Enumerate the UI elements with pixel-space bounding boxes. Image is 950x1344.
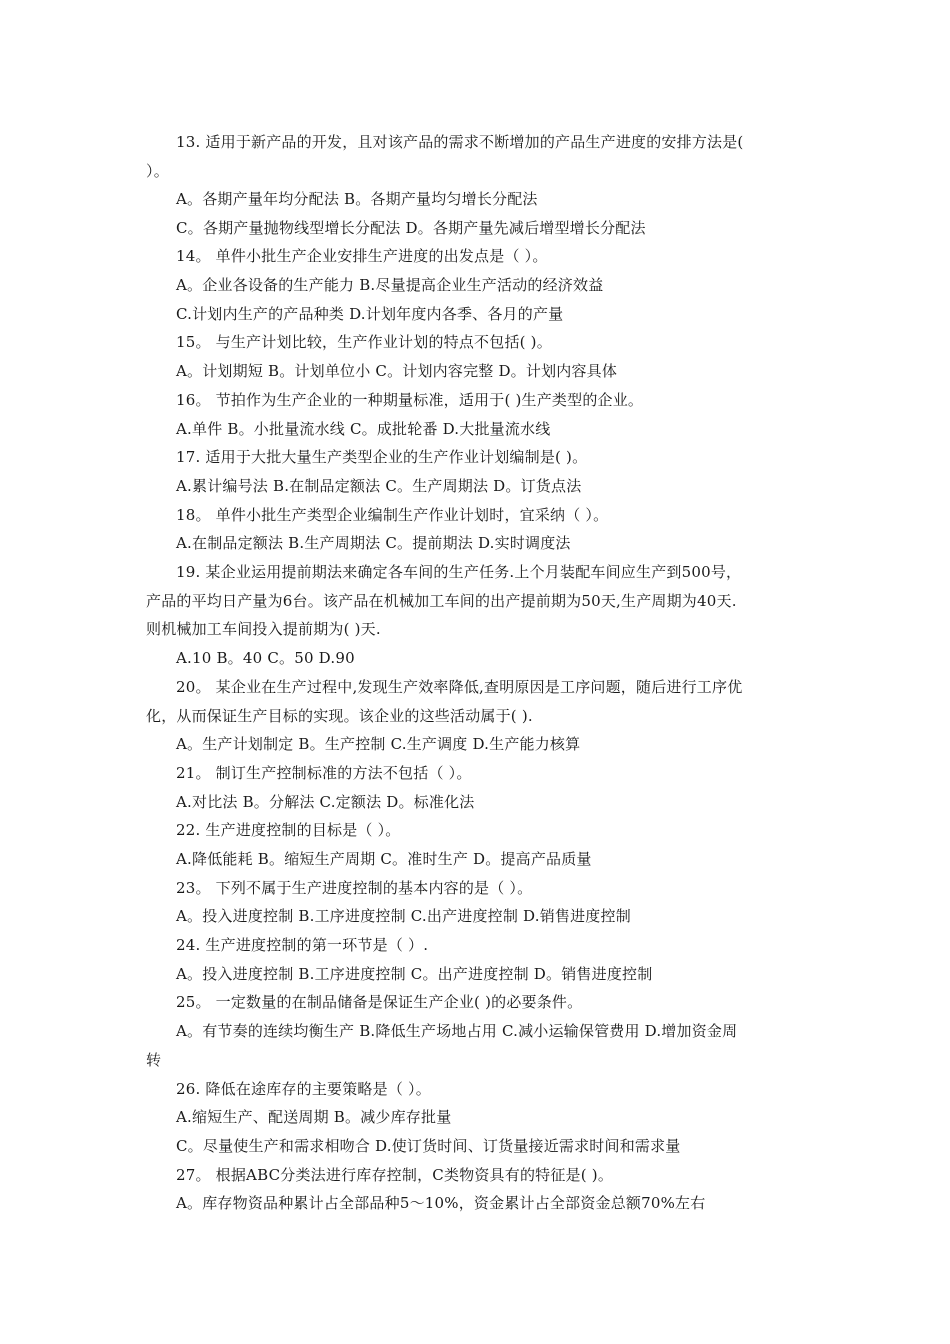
question-15-options: A。计划期短 B。计划单位小 C。计划内容完整 D。计划内容具体 [176, 362, 618, 380]
question-24-stem: 24. 生产进度控制的第一环节是（ ）. [176, 936, 429, 954]
question-16-options: A.单件 B。小批量流水线 C。成批轮番 D.大批量流水线 [176, 420, 551, 438]
question-18-stem: 18。 单件小批生产类型企业编制生产作业计划时，宜采纳（ ）。 [176, 506, 609, 524]
question-25-options: A。有节奏的连续均衡生产 B.降低生产场地占用 C.减小运输保管费用 D.增加资金周 [176, 1022, 738, 1040]
question-14-options-ab: A。企业各设备的生产能力 B.尽量提高企业生产活动的经济效益 [176, 276, 604, 294]
question-15-stem: 15。 与生产计划比较，生产作业计划的特点不包括( )。 [176, 333, 552, 351]
question-17-stem: 17. 适用于大批大量生产类型企业的生产作业计划编制是( )。 [176, 448, 588, 466]
question-23-stem: 23。 下列不属于生产进度控制的基本内容的是（ ）。 [176, 879, 533, 897]
question-26-options-ab: A.缩短生产、配送周期 B。减少库存批量 [176, 1108, 452, 1126]
question-14-options-cd: C.计划内生产的产品种类 D.计划年度内各季、各月的产量 [176, 305, 564, 323]
question-14-stem: 14。 单件小批生产企业安排生产进度的出发点是（ ）。 [176, 247, 548, 265]
question-13-stem: 13. 适用于新产品的开发，且对该产品的需求不断增加的产品生产进度的安排方法是( [176, 133, 744, 151]
question-19-stem-end: 则机械加工车间投入提前期为( )天. [146, 620, 381, 638]
question-20-stem-continued: 化，从而保证生产目标的实现。该企业的这些活动属于( ). [146, 707, 533, 725]
question-27-option-a: A。库存物资品种累计占全部品种5～10%，资金累计占全部资金总额70%左右 [176, 1194, 706, 1212]
question-26-stem: 26. 降低在途库存的主要策略是（ ）。 [176, 1080, 431, 1098]
question-23-options: A。投入进度控制 B.工序进度控制 C.出产进度控制 D.销售进度控制 [176, 907, 631, 925]
question-13-options-ab: A。各期产量年均分配法 B。各期产量均匀增长分配法 [176, 190, 538, 208]
question-27-stem: 27。 根据ABC分类法进行库存控制，C类物资具有的特征是( )。 [176, 1166, 614, 1184]
question-21-options: A.对比法 B。分解法 C.定额法 D。标准化法 [176, 793, 475, 811]
question-25-options-continued: 转 [146, 1051, 162, 1069]
question-24-options: A。投入进度控制 B.工序进度控制 C。出产进度控制 D。销售进度控制 [176, 965, 653, 983]
question-13-stem-continued: ）。 [146, 162, 169, 180]
question-25-stem: 25。 一定数量的在制品储备是保证生产企业( )的必要条件。 [176, 993, 583, 1011]
question-19-options: A.10 B。40 C。50 D.90 [176, 649, 355, 667]
question-20-stem: 20。 某企业在生产过程中,发现生产效率降低,查明原因是工序问题，随后进行工序优 [176, 678, 743, 696]
question-16-stem: 16。 节拍作为生产企业的一种期量标准，适用于( )生产类型的企业。 [176, 391, 644, 409]
question-18-options: A.在制品定额法 B.生产周期法 C。提前期法 D.实时调度法 [176, 534, 571, 552]
question-26-options-cd: C。尽量使生产和需求相吻合 D.使订货时间、订货量接近需求时间和需求量 [176, 1137, 681, 1155]
question-22-options: A.降低能耗 B。缩短生产周期 C。准时生产 D。提高产品质量 [176, 850, 592, 868]
question-21-stem: 21。 制订生产控制标准的方法不包括（ ）。 [176, 764, 472, 782]
question-20-options: A。生产计划制定 B。生产控制 C.生产调度 D.生产能力核算 [176, 735, 581, 753]
question-13-options-cd: C。各期产量抛物线型增长分配法 D。各期产量先减后增型增长分配法 [176, 219, 646, 237]
question-19-stem-continued: 产品的平均日产量为6台。该产品在机械加工车间的出产提前期为50天,生产周期为40天. [146, 592, 737, 610]
question-22-stem: 22. 生产进度控制的目标是（ ）。 [176, 821, 401, 839]
question-17-options: A.累计编号法 B.在制品定额法 C。生产周期法 D。订货点法 [176, 477, 582, 495]
question-19-stem: 19. 某企业运用提前期法来确定各车间的生产任务.上个月装配车间应生产到500号， [176, 563, 742, 581]
